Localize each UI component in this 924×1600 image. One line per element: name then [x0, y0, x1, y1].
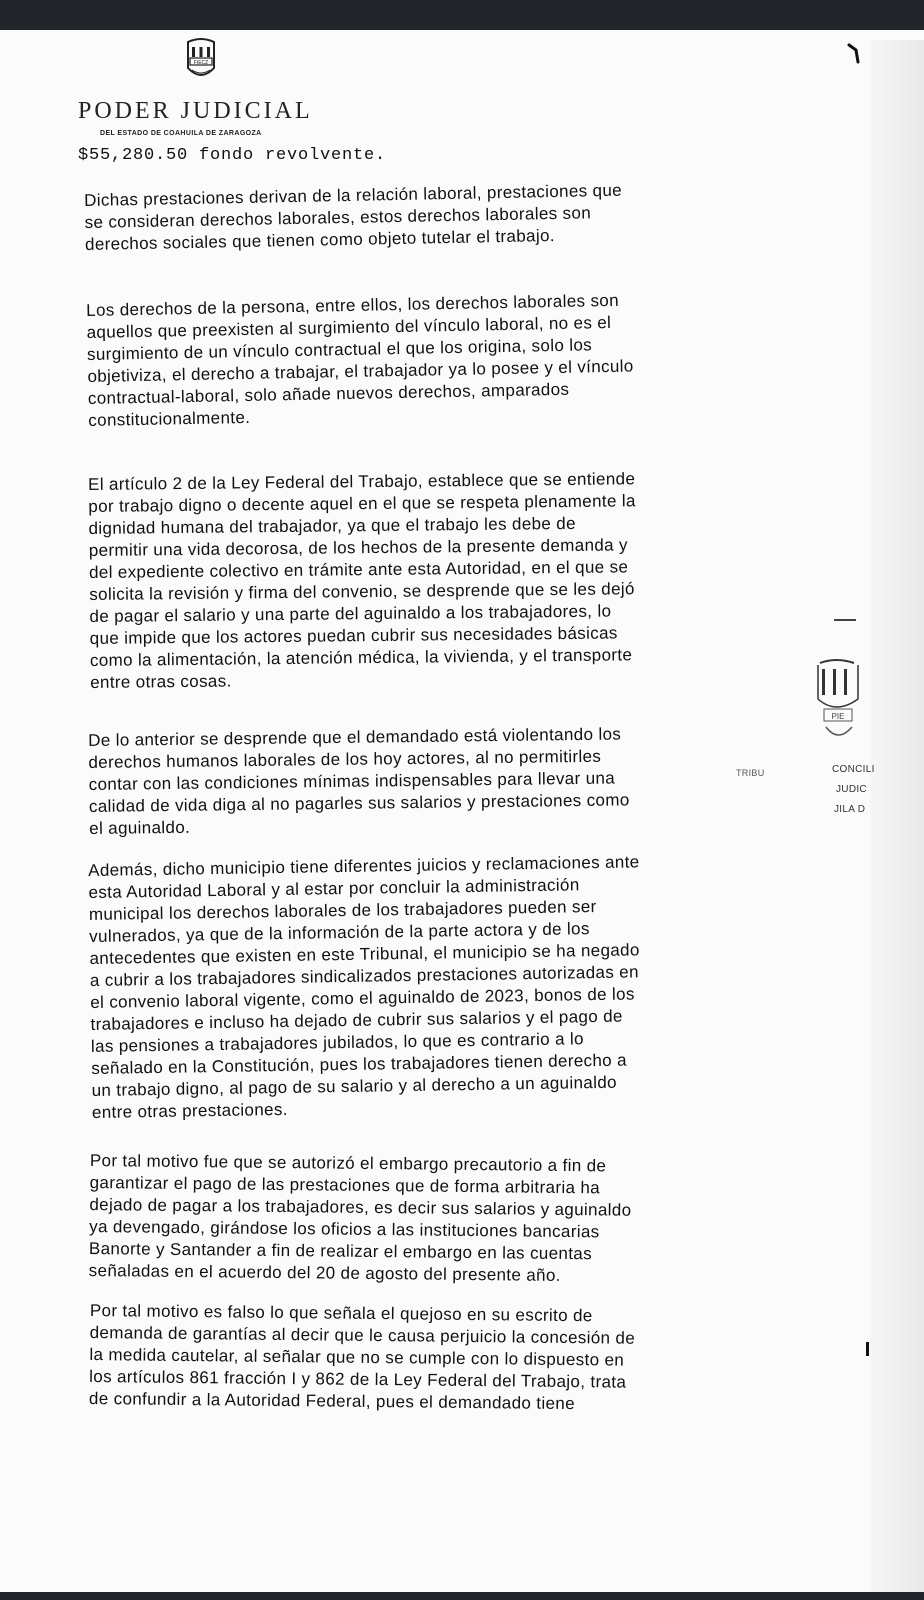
paragraph-2	[86, 290, 635, 432]
judicial-emblem-icon	[180, 38, 222, 82]
stamp-text-line: JUDIC	[836, 784, 867, 795]
paragraph-line: contar con las condiciones mínimas indispensables para llevar una	[88, 768, 616, 794]
paragraph-line: señalado en la Constitución, pues los trabajadores tienen derecho a	[91, 1050, 628, 1078]
paragraph-line: contractual-laboral, solo añade nuevos derechos, amparados	[87, 379, 570, 408]
paragraph-7	[89, 1300, 636, 1416]
paragraph-3	[88, 468, 638, 694]
bottom-nav-bar	[0, 1592, 924, 1600]
paragraph-line: de confundir a la Autoridad Federal, pues el demandado tiene	[88, 1388, 576, 1414]
paragraph-line: aquellos que preexisten al surgimiento del vínculo laboral, no es el	[86, 312, 612, 342]
paragraph-5	[88, 851, 644, 1124]
paragraph-line: permitir una vida decorosa, de los hechos de la presente demanda y	[88, 535, 628, 560]
paragraph-line: surgimiento de un vínculo contractual el que los origina, solo los	[86, 335, 593, 364]
paragraph-line: las pensiones a trabajadores jubilados, lo que es contrario a lo	[90, 1029, 585, 1056]
paragraph-line: entre otras prestaciones.	[91, 1099, 288, 1122]
paragraph-line: garantizar el pago de las prestaciones que de forma arbitraria ha	[89, 1172, 601, 1198]
paragraph-line: el convenio laboral vigente, como el aguinaldo de 2023, bonos de los	[90, 984, 635, 1012]
paragraph-line: Banorte y Santander a fin de realizar el embargo en las cuentas	[88, 1238, 593, 1264]
paragraph-line: un trabajo digno, al pago de su salario y al derecho a un aguinaldo	[91, 1072, 618, 1100]
paragraph-line: Por tal motivo fue que se autorizó el embargo precautorio a fin de	[89, 1151, 607, 1176]
stamp-emblem-label: PIE	[831, 712, 845, 721]
paragraph-line: municipal los derechos laborales de los trabajadores pueden ser	[88, 897, 597, 924]
paragraph-line: Dichas prestaciones derivan de la relación laboral, prestaciones que	[84, 180, 623, 210]
paragraph-line: los artículos 861 fracción I y 862 de la Ley Federal del Trabajo, trata	[89, 1366, 627, 1392]
emblem-label: FIECZ	[193, 60, 209, 66]
paragraph-line: que impide que los actores puedan cubrir sus necesidades básicas	[89, 623, 618, 648]
paragraph-1	[84, 180, 623, 256]
state-subtitle: DEL ESTADO DE COAHUILA DE ZARAGOZA	[100, 130, 262, 137]
paragraph-line: Además, dicho municipio tiene diferentes juicios y reclamaciones ante	[88, 852, 640, 880]
paragraph-line: El artículo 2 de la Ley Federal del Trabajo, establece que se entiende	[88, 469, 636, 494]
paragraph-line: esta Autoridad Laboral y al estar por concluir la administración	[88, 875, 580, 902]
page-edge-shadow	[870, 40, 924, 1592]
top-status-bar	[0, 0, 924, 30]
paragraph-line: entre otras cosas.	[90, 671, 232, 692]
paragraph-line: constitucionalmente.	[88, 407, 251, 430]
paragraph-line: demanda de garantías al decir que le causa perjuicio la concesión de	[89, 1322, 636, 1348]
paragraph-line: a cubrir a los trabajadores sindicalizados prestaciones autorizadas en	[89, 962, 639, 990]
stamp-overlap-text: TRIBU	[736, 768, 765, 778]
paragraph-line: Los derechos de la persona, entre ellos, los derechos laborales son	[86, 290, 620, 320]
paragraph-line: derechos humanos laborales de los hoy actores, al no permitirles	[88, 746, 602, 772]
paragraph-line: dejado de pagar a los trabajadores, es decir sus salarios y aguinaldo	[89, 1194, 632, 1220]
paragraph-line: señaladas en el acuerdo del 20 de agosto del presente año.	[88, 1260, 561, 1285]
paragraph-line: solicita la revisión y firma del convenio, se desprende que se les dejó	[89, 579, 635, 604]
margin-dash	[834, 619, 856, 621]
margin-mark	[866, 1342, 869, 1356]
paragraph-line: ya devengado, girándose los oficios a las instituciones bancarias	[89, 1216, 600, 1242]
paragraph-line: se consideran derechos laborales, estos derechos laborales son	[84, 203, 592, 232]
paragraph-line: antecedentes que existen en este Tribunal, el municipio se ha negado	[89, 940, 640, 968]
paragraph-line: la medida cautelar, al señalar que no se cumple con lo dispuesto en	[89, 1344, 625, 1370]
paragraph-line: objetiviza, el derecho a trabajar, el trabajador ya lo posee y el vínculo	[87, 356, 634, 386]
paragraph-line: del expediente colectivo en trámite ante esta Autoridad, en el que se	[88, 557, 629, 582]
paragraph-line: Por tal motivo es falso lo que señala el quejoso en su escrito de	[89, 1301, 593, 1326]
paragraph-line: de pagar el salario y una parte del aguinaldo a los trabajadores, lo	[89, 601, 612, 626]
paragraph-line: trabajadores e incluso ha dejado de cubrir sus salarios y el pago de	[90, 1006, 623, 1034]
paragraph-4	[88, 723, 630, 840]
paragraph-line: vulnerados, ya que de la información de la parte actora y de los	[89, 919, 590, 946]
paragraph-line: De lo anterior se desprende que el demandado está violentando los	[88, 724, 622, 750]
paragraph-line: calidad de vida diga al no pagarles sus salarios y prestaciones como	[88, 790, 630, 816]
paragraph-6	[89, 1150, 632, 1288]
pen-mark-icon	[846, 42, 862, 64]
institution-title: PODER JUDICIAL	[78, 98, 313, 124]
stamp-text-line: CONCILI	[832, 764, 875, 775]
paragraph-line: derechos sociales que tienen como objeto tutelar el trabajo.	[84, 225, 556, 254]
paragraph-line: el aguinaldo.	[89, 817, 191, 838]
paragraph-line: por trabajo digno o decente aquel en el que se respeta plenamente la	[88, 491, 636, 516]
stamp-text-line: JILA D	[834, 804, 866, 815]
paragraph-line: como la alimentación, la atención médica, la vivienda, y el transporte	[89, 645, 633, 670]
paragraph-line: dignidad humana del trabajador, ya que el trabajo les debe de	[88, 513, 576, 538]
amount-line: $55,280.50 fondo revolvente.	[78, 146, 387, 165]
